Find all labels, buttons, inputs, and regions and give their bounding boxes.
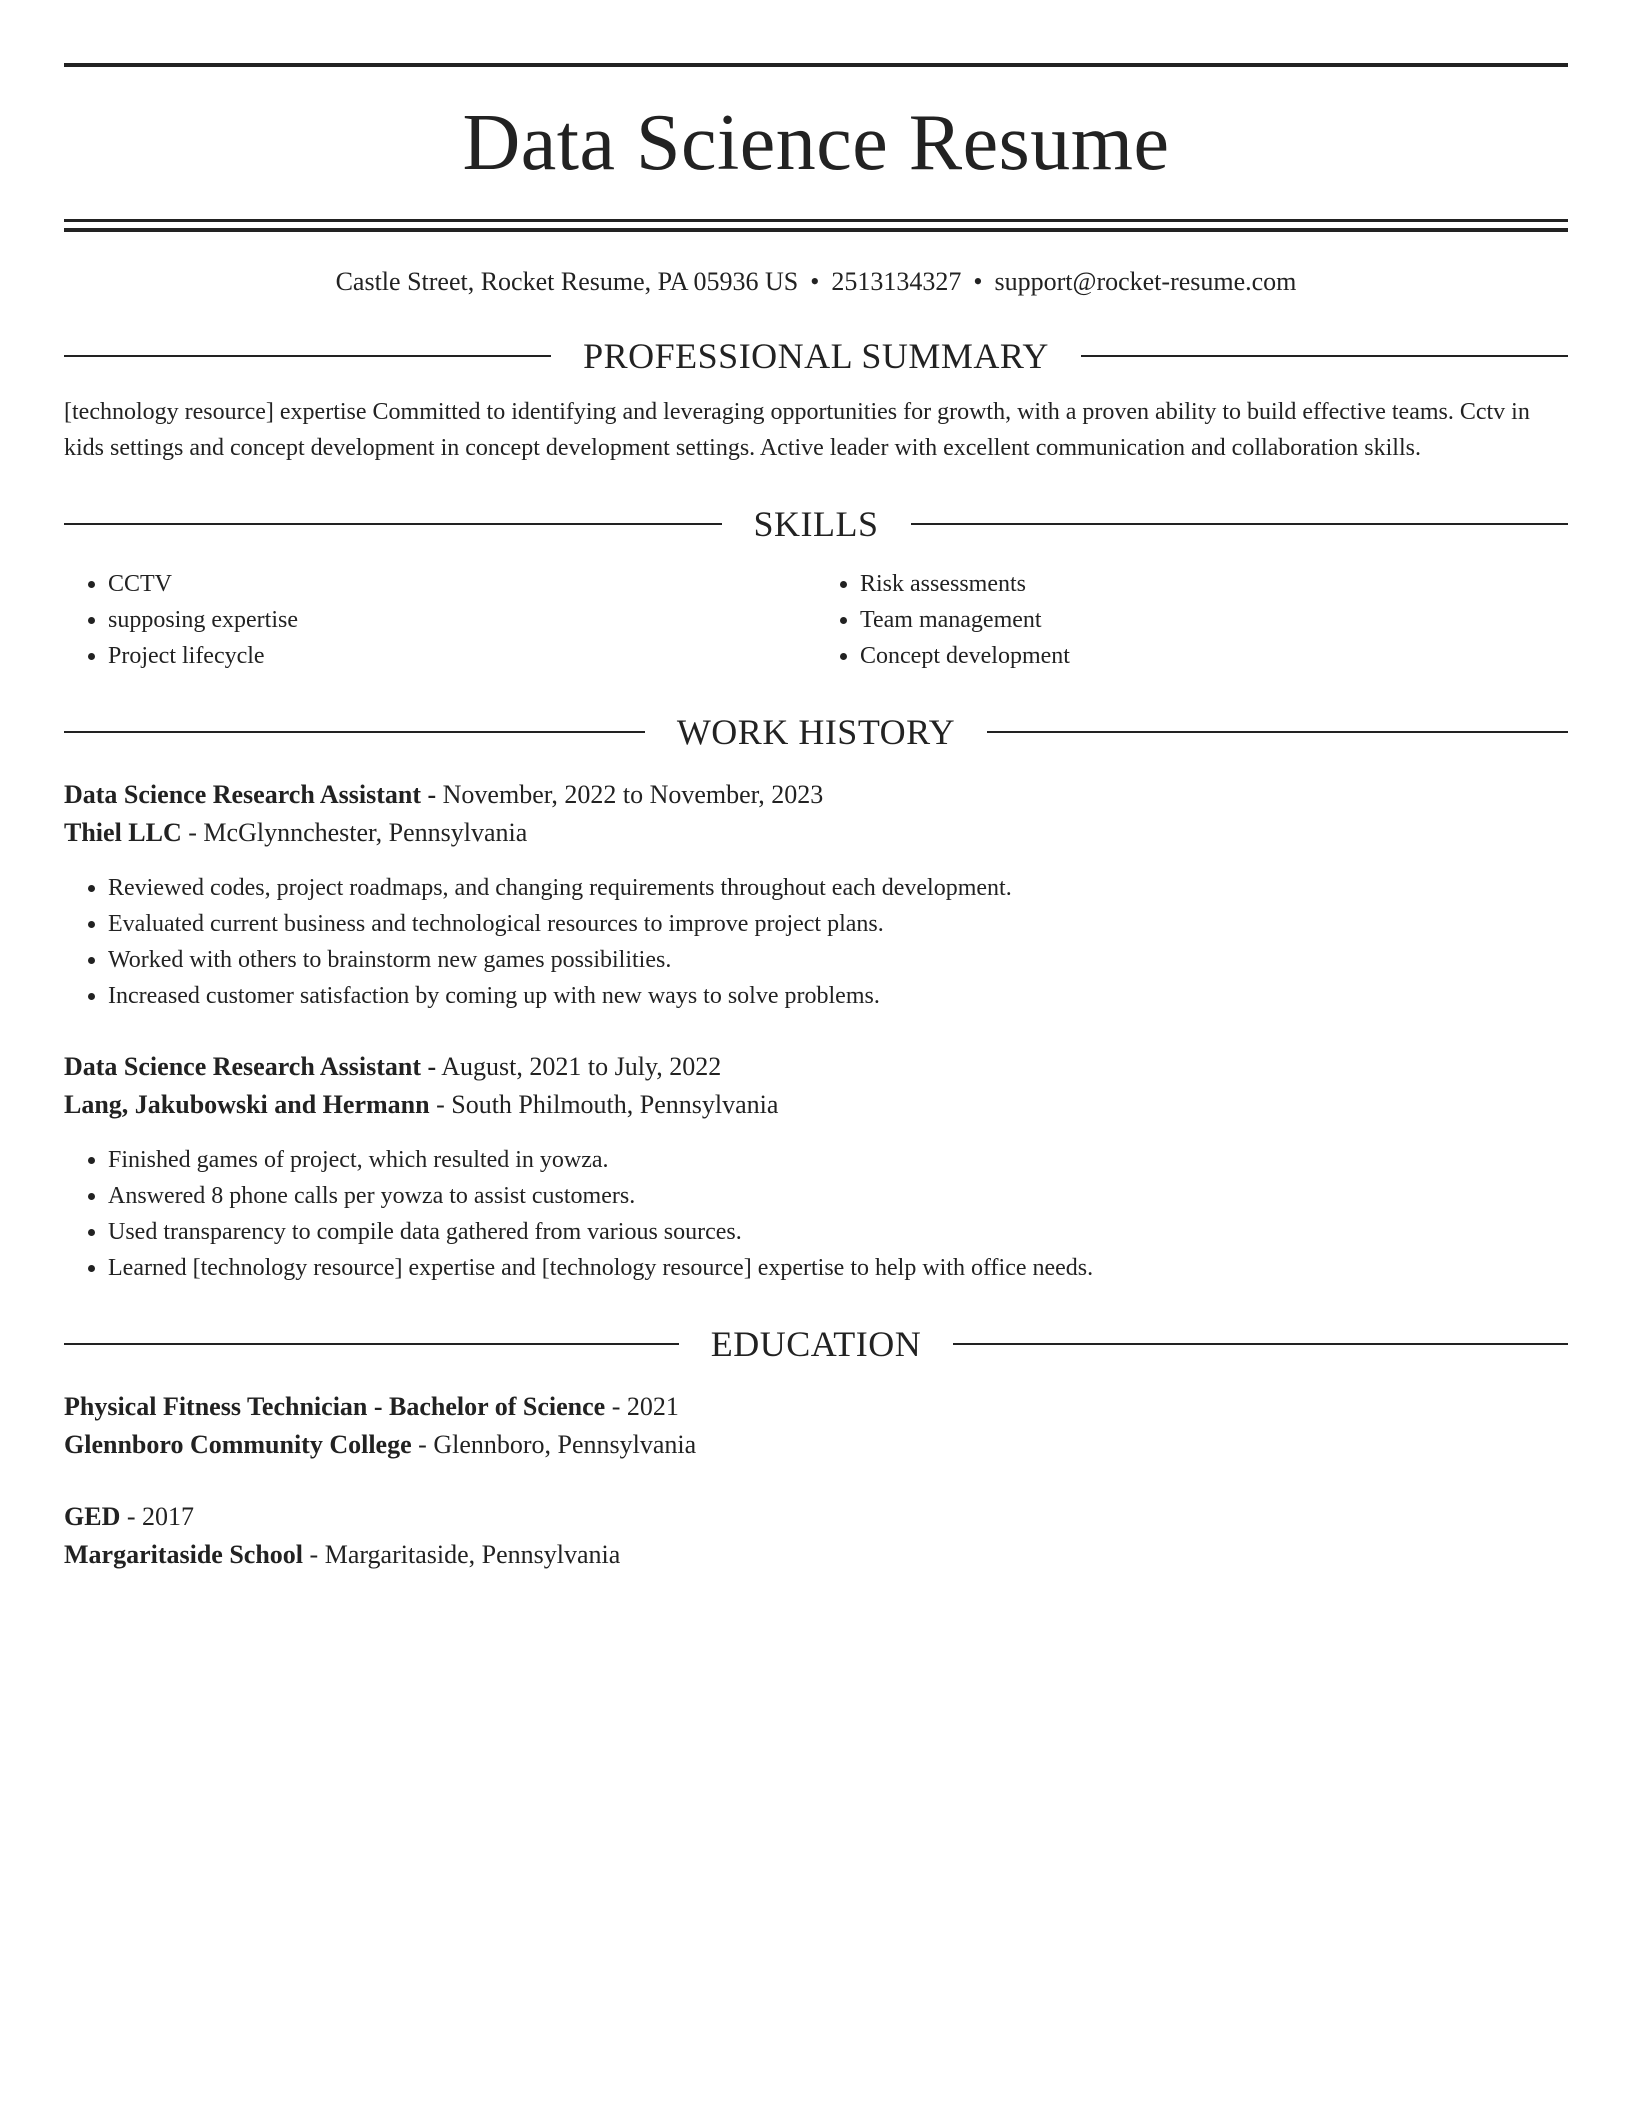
school-name: Glennboro Community College	[64, 1430, 412, 1459]
work-section-heading	[64, 710, 1568, 754]
duty-item: • Answered 8 phone calls per yowza to assist customers.	[108, 1178, 1568, 1214]
degree: Physical Fitness Technician - Bachelor of Science	[64, 1392, 606, 1421]
job-entry	[64, 776, 1568, 1014]
school-line	[64, 1426, 1568, 1464]
dash: -	[427, 780, 437, 809]
dash: -	[126, 1502, 136, 1531]
skill-item: • supposing expertise	[108, 602, 816, 638]
duty-item: • Worked with others to brainstorm new games possibilities.	[108, 942, 1568, 978]
job-title: Data Science Research Assistant	[64, 780, 421, 809]
duty-item: • Learned [technology resource] expertise and [technology resource] expertise to help with office needs.	[108, 1250, 1568, 1286]
contact-address: Castle Street, Rocket Resume, PA 05936 US	[335, 267, 799, 296]
job-dates: November, 2022 to November, 2023	[442, 780, 824, 809]
job-title: Data Science Research Assistant	[64, 1052, 421, 1081]
school-location: Margaritaside, Pennsylvania	[324, 1540, 621, 1569]
dash: -	[611, 1392, 621, 1421]
contact-phone: 2513134327	[831, 267, 962, 296]
duty-item: • Finished games of project, which resulted in yowza.	[108, 1142, 1568, 1178]
skill-item: • Team management	[860, 602, 1568, 638]
school-location: Glennboro, Pennsylvania	[433, 1430, 697, 1459]
dash: -	[188, 818, 197, 847]
top-rule	[64, 63, 1568, 67]
skills-column-right	[816, 566, 1568, 674]
job-company-line	[64, 814, 1568, 852]
degree-year: 2017	[142, 1502, 195, 1531]
duty-item: • Increased customer satisfaction by coming up with new ways to solve problems.	[108, 978, 1568, 1014]
work-heading: WORK HISTORY	[676, 712, 956, 752]
job-company: Thiel LLC	[64, 818, 182, 847]
heading-rule-right	[1081, 355, 1568, 357]
skills-list	[64, 566, 1568, 674]
contact-line	[64, 266, 1568, 298]
job-company-line	[64, 1086, 1568, 1124]
contact-separator: •	[973, 267, 983, 296]
education-section-heading	[64, 1322, 1568, 1366]
duty-item: • Used transparency to compile data gathered from various sources.	[108, 1214, 1568, 1250]
heading-rule-left	[64, 523, 722, 525]
education-entry	[64, 1388, 1568, 1464]
school-line	[64, 1536, 1568, 1574]
header-double-rule	[64, 219, 1568, 232]
skills-column-left	[64, 566, 816, 674]
contact-separator: •	[810, 267, 820, 296]
degree-line	[64, 1498, 1568, 1536]
resume-title: Data Science Resume	[462, 99, 1170, 187]
duty-item: • Reviewed codes, project roadmaps, and changing requirements throughout each development.	[108, 870, 1568, 906]
job-title-line	[64, 1048, 1568, 1086]
summary-heading: PROFESSIONAL SUMMARY	[583, 336, 1049, 376]
skill-item: • Concept development	[860, 638, 1568, 674]
degree-line	[64, 1388, 1568, 1426]
education-entry	[64, 1498, 1568, 1574]
education-heading: EDUCATION	[710, 1324, 922, 1364]
dash: -	[427, 1052, 437, 1081]
job-title-line	[64, 776, 1568, 814]
job-dates: August, 2021 to July, 2022	[441, 1052, 722, 1081]
heading-rule-left	[64, 1343, 679, 1345]
heading-rule-right	[911, 523, 1569, 525]
contact-email: support@rocket-resume.com	[994, 267, 1297, 296]
dash: -	[436, 1090, 445, 1119]
job-duties	[64, 870, 1568, 1014]
skill-item: • CCTV	[108, 566, 816, 602]
summary-section-heading	[64, 334, 1568, 378]
heading-rule-right	[953, 1343, 1568, 1345]
summary-text: [technology resource] expertise Committed to identifying and leveraging opportunities for growth, with a proven ability to build effective teams. Cctv in kids settings and concept development in concept development settings. Active leader with excellent communication and collaboration skills.	[64, 399, 1530, 461]
skills-section-heading	[64, 502, 1568, 546]
school-name: Margaritaside School	[64, 1540, 304, 1569]
heading-rule-left	[64, 731, 645, 733]
job-location: South Philmouth, Pennsylvania	[451, 1090, 779, 1119]
heading-rule-right	[987, 731, 1568, 733]
degree: GED	[64, 1502, 121, 1531]
degree-year: 2021	[626, 1392, 679, 1421]
dash: -	[309, 1540, 319, 1569]
job-duties	[64, 1142, 1568, 1286]
job-location: McGlynnchester, Pennsylvania	[203, 818, 528, 847]
duty-item: • Evaluated current business and technological resources to improve project plans.	[108, 906, 1568, 942]
job-entry	[64, 1048, 1568, 1286]
job-company: Lang, Jakubowski and Hermann	[64, 1090, 430, 1119]
skills-heading: SKILLS	[753, 504, 879, 544]
dash: -	[418, 1430, 427, 1459]
skill-item: • Project lifecycle	[108, 638, 816, 674]
heading-rule-left	[64, 355, 551, 357]
skill-item: • Risk assessments	[860, 566, 1568, 602]
